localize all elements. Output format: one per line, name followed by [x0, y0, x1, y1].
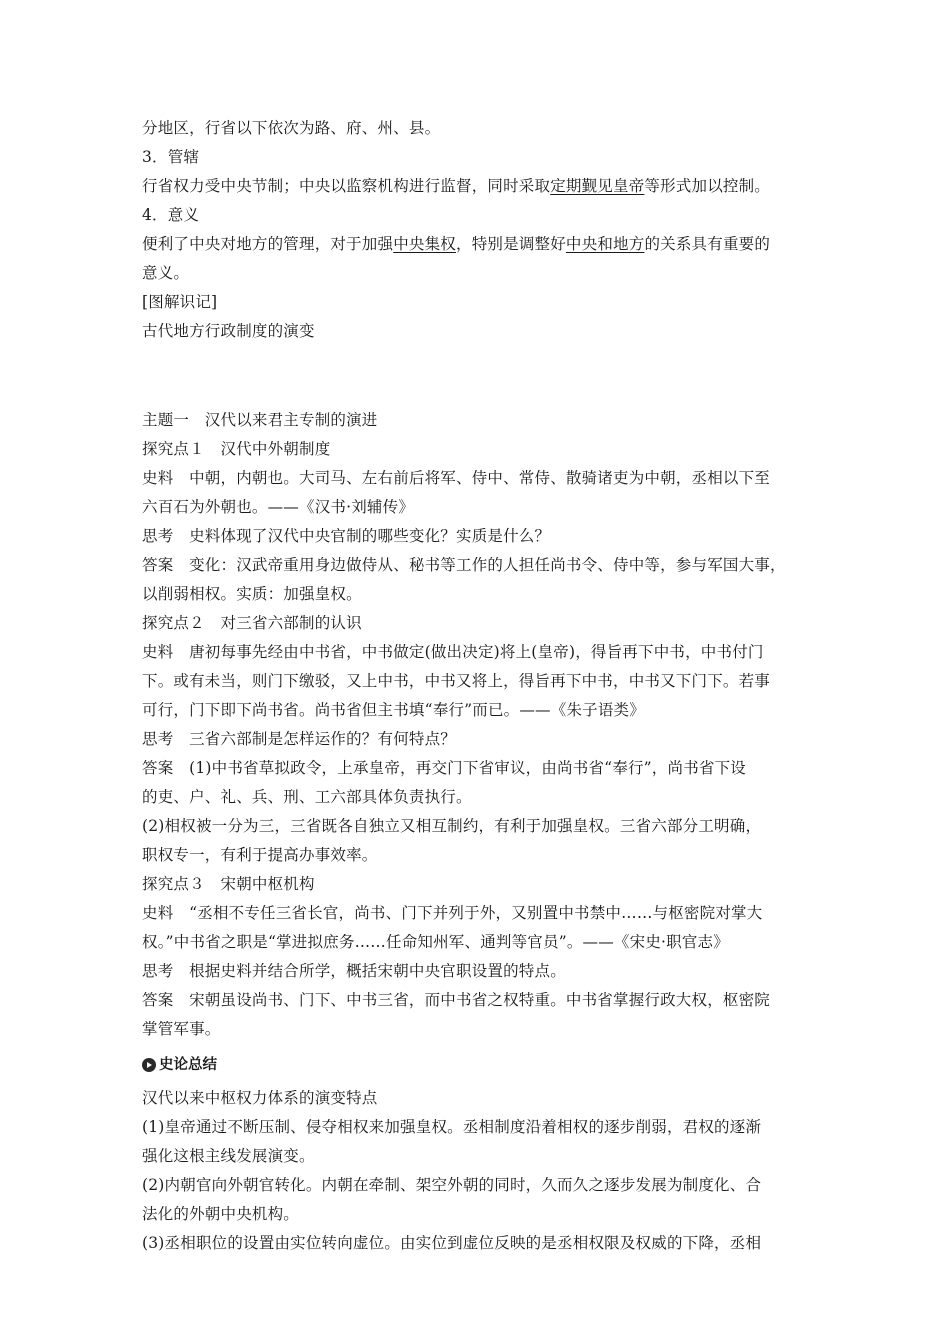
text-line: 意义。	[142, 264, 190, 282]
summary-title: 史论总结	[159, 1057, 217, 1073]
section-heading: 3．管辖	[142, 148, 200, 166]
answer-text: (2)相权被一分为三，三省既各自独立又相互制约，有利于加强皇权。三省六部分工明确，	[142, 817, 762, 835]
source-text: 史料 中朝，内朝也。大司马、左右前后将军、侍中、常侍、散骑诸吏为中朝，丞相以下至	[142, 469, 771, 487]
underlined-term: 定期觐见皇帝	[550, 177, 645, 195]
figure-title: 古代地方行政制度的演变	[142, 322, 315, 340]
figure-label: [图解识记]	[142, 293, 218, 311]
subtopic-heading: 探究点１ 汉代中外朝制度	[142, 440, 331, 458]
topic-heading: 主题一 汉代以来君主专制的演进	[142, 411, 378, 429]
text-line: 行省权力受中央节制；中央以监察机构进行监督，同时采取定期觐见皇帝等形式加以控制。	[142, 177, 771, 195]
summary-subtitle: 汉代以来中枢权力体系的演变特点	[142, 1089, 378, 1107]
subtopic-heading: 探究点２ 对三省六部制的认识	[142, 614, 362, 632]
source-text: 可行，门下即下尚书省。尚书省但主书填“奉行”而已。——《朱子语类》	[142, 701, 645, 719]
answer-text: 掌管军事。	[142, 1020, 221, 1038]
text-line: 分地区，行省以下依次为路、府、州、县。	[142, 119, 441, 137]
document-page	[142, 114, 812, 1258]
answer-text: 答案 宋朝虽设尚书、门下、中书三省，而中书省之权特重。中书省掌握行政大权，枢密院	[142, 991, 771, 1009]
summary-text: 强化这根主线发展演变。	[142, 1147, 315, 1165]
text-line: 便利了中央对地方的管理，对于加强中央集权，特别是调整好中央和地方的关系具有重要的	[142, 235, 771, 253]
answer-text: 的吏、户、礼、兵、刑、工六部具体负责执行。	[142, 788, 472, 806]
question-text: 思考 史料体现了汉代中央官制的哪些变化？实质是什么？	[142, 527, 551, 545]
source-text: 下。或有未当，则门下缴驳，又上中书，中书又将上，得旨再下中书，中书又下门下。若事	[142, 672, 771, 690]
underlined-term: 中央集权	[393, 235, 457, 253]
play-circle-icon	[142, 1058, 156, 1072]
answer-text: 职权专一，有利于提高办事效率。	[142, 846, 378, 864]
answer-text: 答案 (1)中书省草拟政令，上承皇帝，再交门下省审议，由尚书省“奉行”，尚书省下设	[142, 759, 747, 777]
underlined-term: 中央和地方	[565, 235, 645, 253]
source-text: 史料 “丞相不专任三省长官，尚书、门下并列于外，又别置中书禁中……与枢密院对掌大	[142, 904, 763, 922]
summary-header	[142, 1046, 812, 1084]
source-text: 权。”中书省之职是“掌进拟庶务……任命知州军、通判等官员”。——《宋史·职官志》	[142, 933, 729, 951]
summary-text: (2)内朝官向外朝官转化。内朝在牵制、架空外朝的同时，久而久之逐步发展为制度化、合	[142, 1176, 762, 1194]
summary-text: (3)丞相职位的设置由实位转向虚位。由实位到虚位反映的是丞相权限及权威的下降，丞相	[142, 1234, 762, 1252]
source-text: 史料 唐初每事先经由中书省，中书做定(做出决定)将上(皇帝)，得旨再下中书，中书付门	[142, 643, 764, 661]
question-text: 思考 三省六部制是怎样运作的？有何特点？	[142, 730, 457, 748]
subtopic-heading: 探究点３ 宋朝中枢机构	[142, 875, 315, 893]
summary-text: 法化的外朝中央机构。	[142, 1205, 300, 1223]
summary-text: (1)皇帝通过不断压制、侵夺相权来加强皇权。丞相制度沿着相权的逐步削弱，君权的逐渐	[142, 1118, 762, 1136]
question-text: 思考 根据史料并结合所学，概括宋朝中央官职设置的特点。	[142, 962, 566, 980]
answer-text: 以削弱相权。实质：加强皇权。	[142, 585, 362, 603]
section-heading: 4．意义	[142, 206, 200, 224]
answer-text: 答案 变化：汉武帝重用身边做侍从、秘书等工作的人担任尚书令、侍中等，参与军国大事，	[142, 556, 786, 574]
source-text: 六百石为外朝也。——《汉书·刘辅传》	[142, 498, 415, 516]
